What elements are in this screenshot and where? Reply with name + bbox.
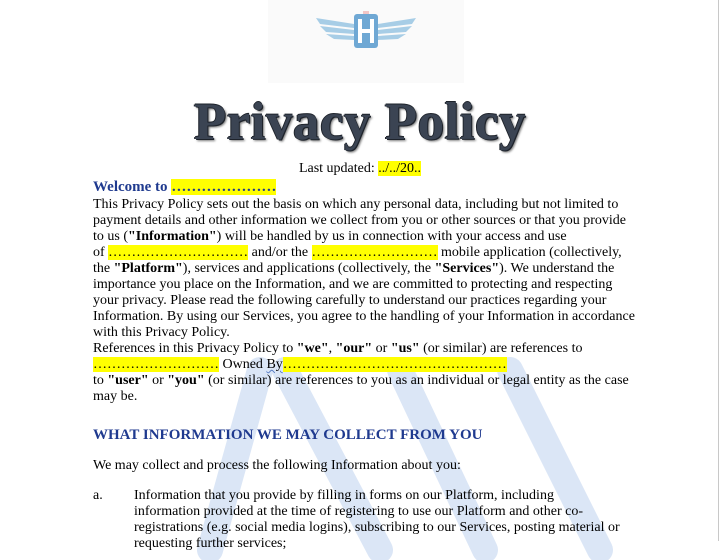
text-line: to us ("Information") will be handled by us in connection with your access and use [93, 229, 567, 244]
text-line: requesting further services; [134, 536, 287, 551]
page-edge-divider [718, 0, 719, 541]
section-heading-information-collected: WHAT INFORMATION WE MAY COLLECT FROM YOU [93, 427, 483, 443]
last-updated-label: Last updated: [298, 161, 375, 176]
spacer [93, 474, 638, 488]
list-item [93, 488, 638, 552]
list-item-text [134, 488, 620, 552]
intro-paragraph [93, 197, 638, 341]
welcome-heading: Welcome to ………………… [93, 179, 277, 195]
text-line: of ………………………… and/or the ……………………… mobile application (collectively, [93, 245, 622, 260]
text-line: to "user" or "you" (or similar) are references to you as an individual or legal entity as the case [93, 373, 629, 388]
text-line: importance you place on the Information, and we are committed to protecting and respecting [93, 277, 613, 292]
text-line: information provided at the time of registering to use our Platform and other co- [134, 504, 584, 519]
blank-field: ………………………………………… [282, 357, 507, 372]
company-logo [268, 0, 464, 83]
text-line: payment details and other information we collect from you or other sources or that you provide [93, 213, 627, 228]
text-line: registrations (e.g. social media logins), subscribing to our Services, posting material or [134, 520, 620, 535]
blank-field: ……………………… [311, 245, 438, 260]
winged-logo-icon [314, 10, 418, 50]
text-line: your privacy. Please read the following carefully to understand our practices regarding your [93, 293, 607, 308]
welcome-blank: ………………… [171, 179, 277, 195]
spacer [93, 444, 638, 458]
text-line: References in this Privacy Policy to "we", "our" or "us" (or similar) are references to [93, 341, 583, 356]
text-line: We may collect and process the following Information about you: [93, 458, 461, 473]
text-line: the "Platform"), services and applications (collectively, the "Services"). We understand the [93, 261, 615, 276]
text-line: may be. [93, 389, 138, 404]
list-marker: a. [93, 488, 103, 503]
text-line: Information. By using our Services, you agree to the handling of your Information in accordance [93, 309, 635, 324]
last-updated-date: ../../20.. [378, 161, 422, 176]
section-intro [93, 458, 638, 474]
text-line: with this Privacy Policy. [93, 325, 230, 340]
blank-field: ………………………… [108, 245, 249, 260]
last-updated [0, 161, 720, 177]
text-line: ……………………… Owned By………………………………………… [93, 357, 507, 372]
page-title: Privacy Policy [193, 93, 527, 151]
document-body [93, 178, 638, 552]
text-line: This Privacy Policy sets out the basis on which any personal data, including but not limited to [93, 197, 619, 212]
references-paragraph [93, 341, 638, 405]
blank-field: ……………………… [93, 357, 219, 372]
text-line: Information that you provide by filling in forms on our Platform, including [134, 488, 554, 503]
